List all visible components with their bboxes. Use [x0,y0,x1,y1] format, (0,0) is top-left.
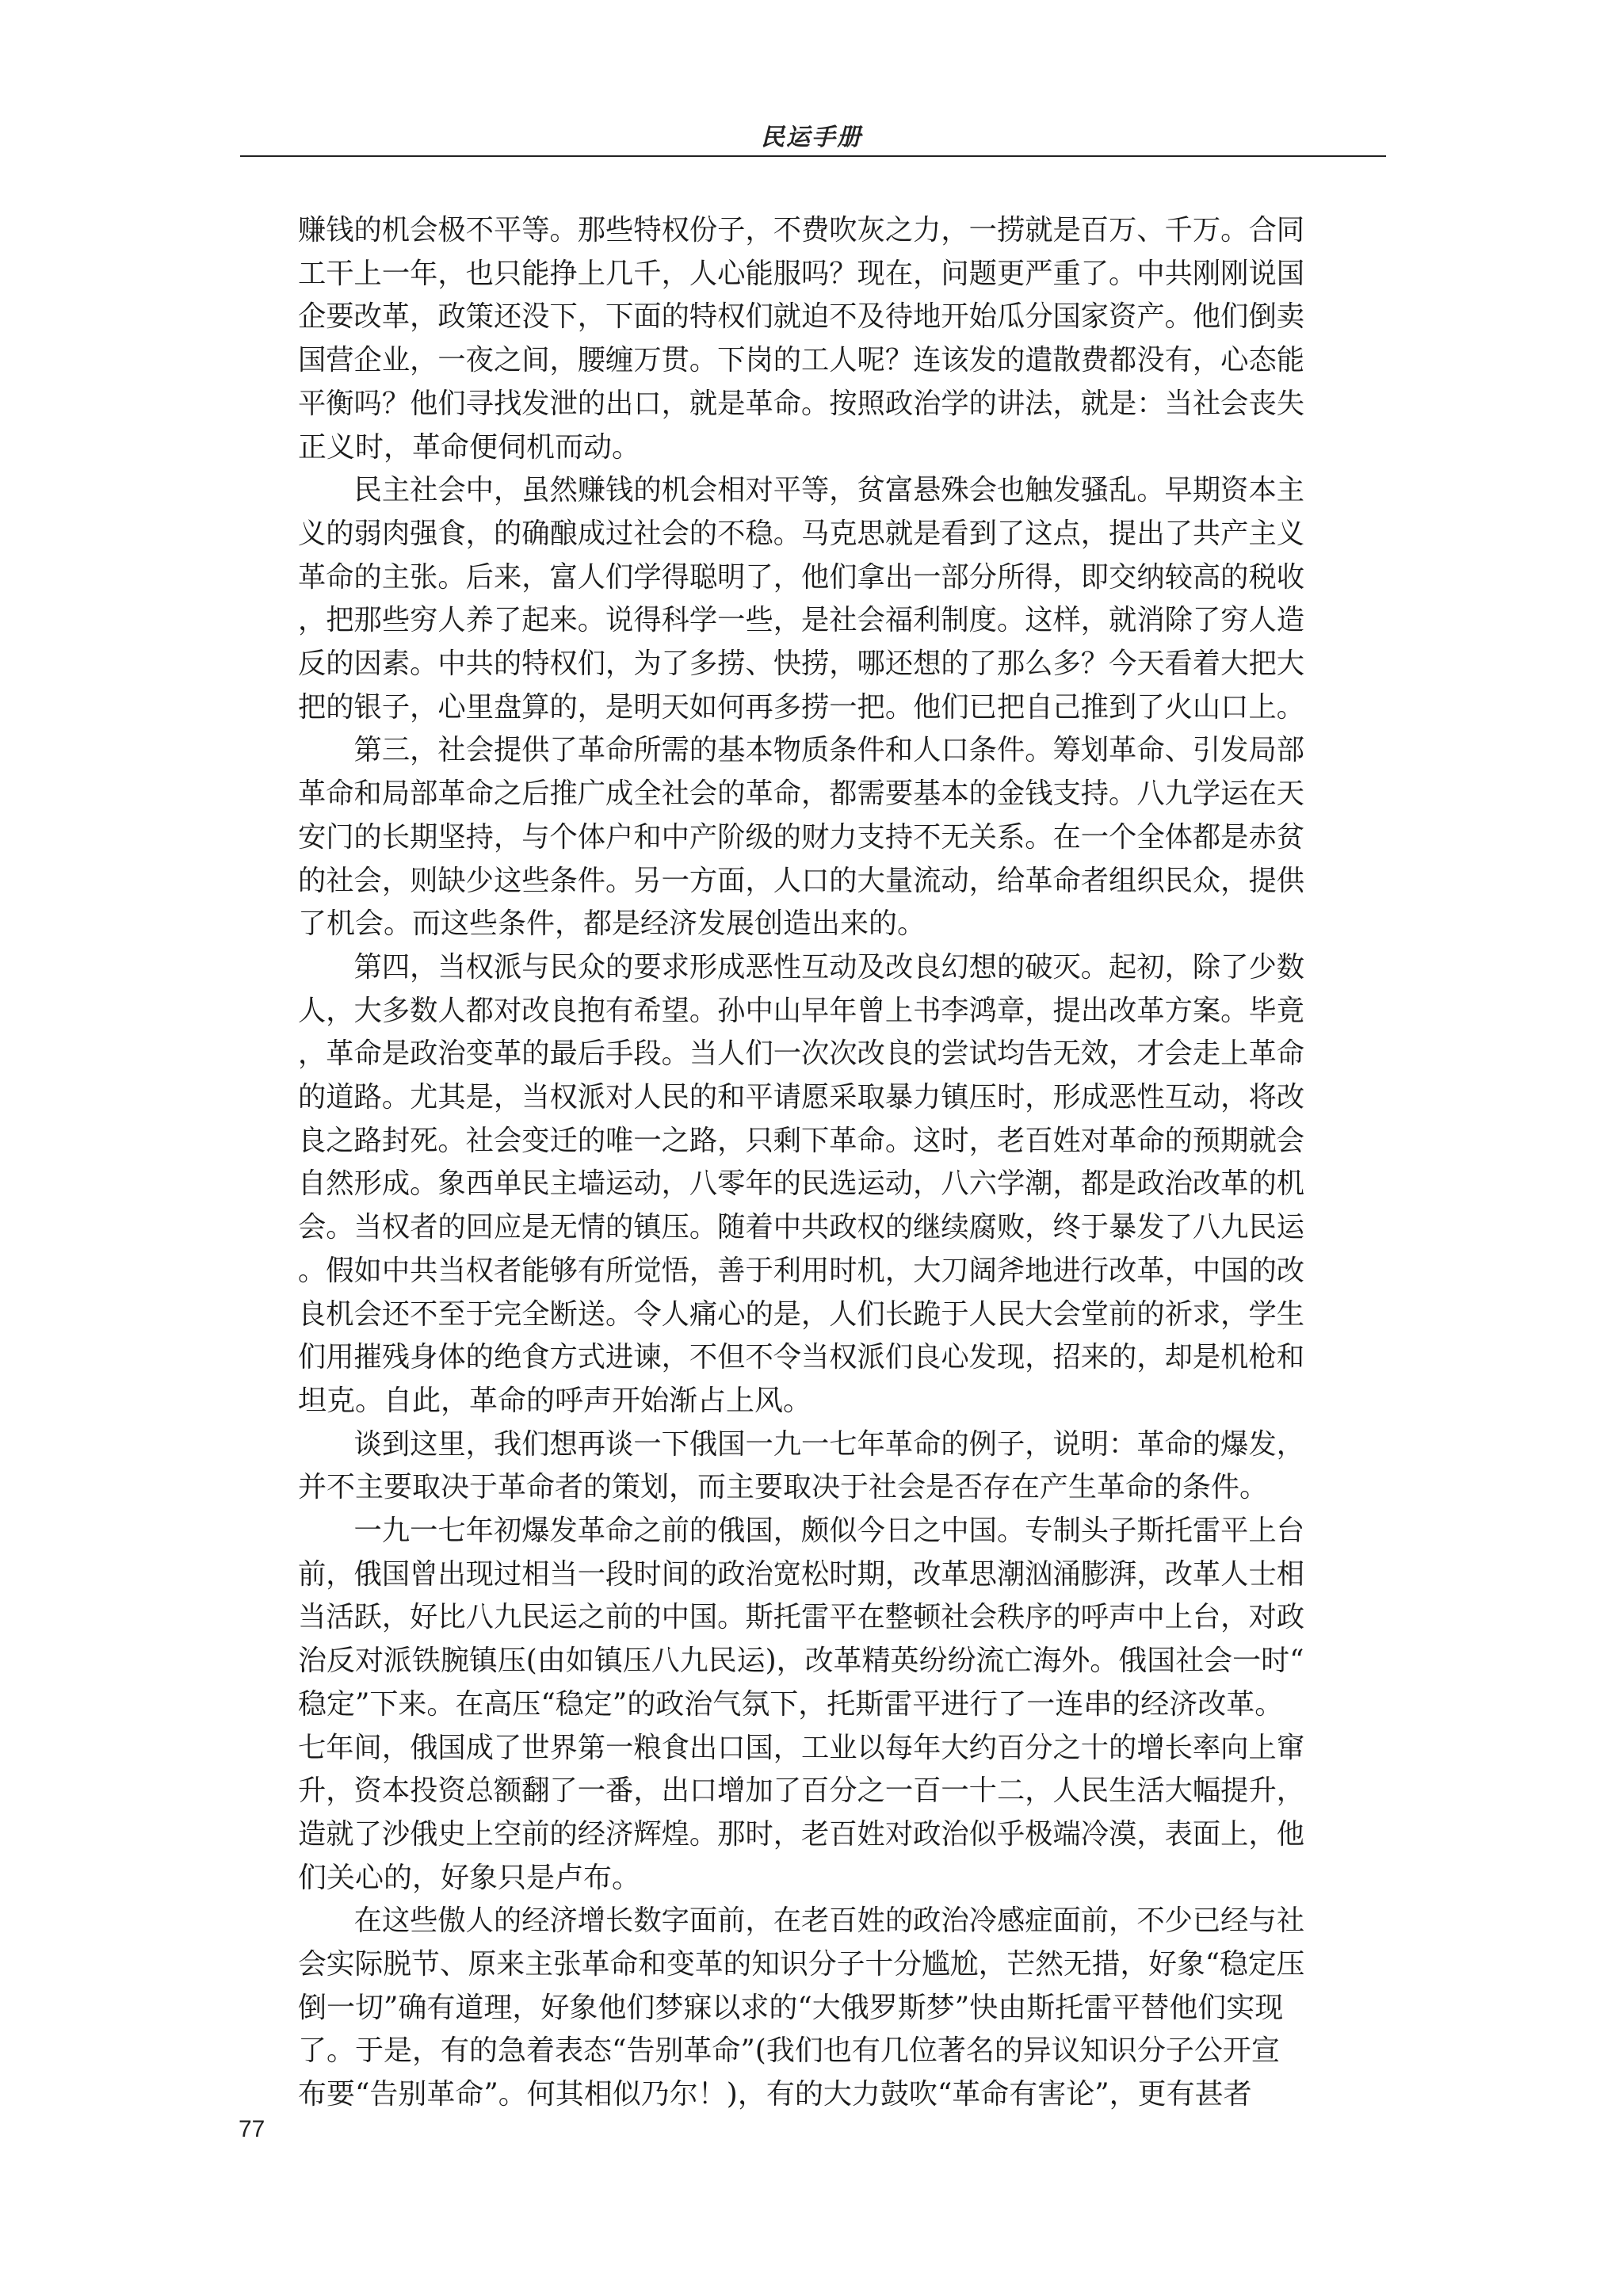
text-line: 会实际脱节、原来主张革命和变革的知识分子十分尴尬，芒然无措，好象“稳定压 [298,1948,1305,1981]
text-line: 七年间，俄国成了世界第一粮食出口国，工业以每年大约百分之十的增长率向上窜 [298,1731,1305,1764]
text-line: 一九一七年初爆发革命之前的俄国，颇似今日之中国。专制头子斯托雷平上台 [298,1515,1305,1547]
text-line: 会。当权者的回应是无情的镇压。随着中共政权的继续腐败，终于暴发了八九民运 [298,1211,1305,1244]
text-line: 安门的长期坚持，与个体户和中产阶级的财力支持不无关系。在一个全体都是赤贫 [298,820,1305,854]
text-line: 升，资本投资总额翻了一番，出口增加了百分之一百一十二，人民生活大幅提升， [298,1775,1305,1808]
text-line: ，革命是政治变革的最后手段。当人们一次次改良的尝试均告无效，才会走上革命 [298,1037,1305,1071]
text-line: 人，大多数人都对改良抱有希望。孙中山早年曾上书李鸿章，提出改革方案。毕竟 [298,994,1305,1027]
text-line: 倒一切”确有道理，好象他们梦寐以求的“大俄罗斯梦”快由斯托雷平替他们实现 [298,1991,1284,2024]
text-line: 在这些傲人的经济增长数字面前，在老百姓的政治冷感症面前，不少已经与社 [298,1904,1305,1938]
text-line: 当活跃，好比八九民运之前的中国。斯托雷平在整顿社会秩序的呼声中上台，对政 [298,1601,1305,1634]
text-line: ，把那些穷人养了起来。说得科学一些，是社会福利制度。这样，就消除了穷人造 [298,604,1305,637]
text-line: 坦克。自此，革命的呼声开始渐占上风。 [298,1384,812,1417]
text-line: 治反对派铁腕镇压(由如镇压八九民运)，改革精英纷纷流亡海外。俄国社会一时“ [298,1645,1304,1678]
text-line: 平衡吗？他们寻找发泄的出口，就是革命。按照政治学的讲法，就是：当社会丧失 [298,387,1305,420]
text-line: 谈到这里，我们想再谈一下俄国一九一七年革命的例子，说明：革命的爆发， [298,1427,1305,1461]
text-line: 并不主要取决于革命者的策划，而主要取决于社会是否存在产生革命的条件。 [298,1471,1269,1504]
text-line: 们关心的，好象只是卢布。 [298,1861,641,1894]
text-line: 稳定”下来。在高压“稳定”的政治气氛下，托斯雷平进行了一连串的经济改革。 [298,1687,1284,1721]
text-line: 把的银子，心里盘算的，是明天如何再多捞一把。他们已把自己推到了火山口上。 [298,690,1305,724]
text-line: 了机会。而这些条件，都是经济发展创造出来的。 [298,907,926,941]
text-line: 造就了沙俄史上空前的经济辉煌。那时，老百姓对政治似乎极端冷漠，表面上，他 [298,1817,1305,1851]
text-line: 自然形成。象西单民主墙运动，八零年的民选运动，八六学潮，都是政治改革的机 [298,1167,1305,1201]
text-line: 。假如中共当权者能够有所觉悟，善于利用时机，大刀阔斧地进行改革，中国的改 [298,1254,1305,1287]
text-line: 革命的主张。后来，富人们学得聪明了，他们拿出一部分所得，即交纳较高的税收 [298,560,1305,594]
text-line: 赚钱的机会极不平等。那些特权份子，不费吹灰之力，一捞就是百万、千万。合同 [298,214,1305,246]
text-line: 们用摧残身体的绝食方式进谏，不但不令当权派们良心发现，招来的，却是机枪和 [298,1341,1305,1374]
text-line: 良机会还不至于完全断送。令人痛心的是，人们长跪于人民大会堂前的祈求，学生 [298,1297,1305,1331]
text-line: 了。于是，有的急着表态“告别革命”(我们也有几位著名的异议知识分子公开宣 [298,2034,1280,2068]
text-line: 民主社会中，虽然赚钱的机会相对平等，贫富悬殊会也触发骚乱。早期资本主 [298,474,1305,507]
text-line: 良之路封死。社会变迁的唯一之路，只剩下革命。这时，老百姓对革命的预期就会 [298,1124,1305,1157]
page-number: 77 [239,2116,265,2142]
text-line: 的社会，则缺少这些条件。另一方面，人口的大量流动，给革命者组织民众，提供 [298,864,1305,897]
text-line: 企要改革，政策还没下，下面的特权们就迫不及待地开始瓜分国家资产。他们倒卖 [298,300,1305,334]
text-line: 革命和局部革命之后推广成全社会的革命，都需要基本的金钱支持。八九学运在天 [298,777,1305,811]
text-line: 前，俄国曾出现过相当一段时间的政治宽松时期，改革思潮汹涌膨湃，改革人士相 [298,1557,1305,1591]
text-line: 义的弱肉强食，的确酿成过社会的不稳。马克思就是看到了这点，提出了共产主义 [298,517,1305,550]
text-line: 反的因素。中共的特权们，为了多捞、快捞，哪还想的了那么多？今天看着大把大 [298,648,1305,680]
text-line: 第四，当权派与民众的要求形成恶性互动及改良幻想的破灭。起初，除了少数 [298,950,1305,984]
text-line: 布要“告别革命”。何其相似乃尔！)，有的大力鼓吹“革命有害论”，更有甚者 [298,2078,1252,2111]
header-rule [240,155,1386,157]
text-line: 第三，社会提供了革命所需的基本物质条件和人口条件。筹划革命、引发局部 [298,734,1305,767]
text-line: 工干上一年，也只能挣上几千，人心能服吗？现在，问题更严重了。中共刚刚说国 [298,257,1305,290]
text-line: 的道路。尤其是，当权派对人民的和平请愿采取暴力镇压时，形成恶性互动，将改 [298,1081,1305,1114]
running-header: 民运手册 [761,124,862,151]
text-line: 国营企业，一夜之间，腰缠万贯。下岗的工人呢？连该发的遣散费都没有，心态能 [298,344,1305,377]
text-line: 正义时，革命便伺机而动。 [298,430,641,464]
